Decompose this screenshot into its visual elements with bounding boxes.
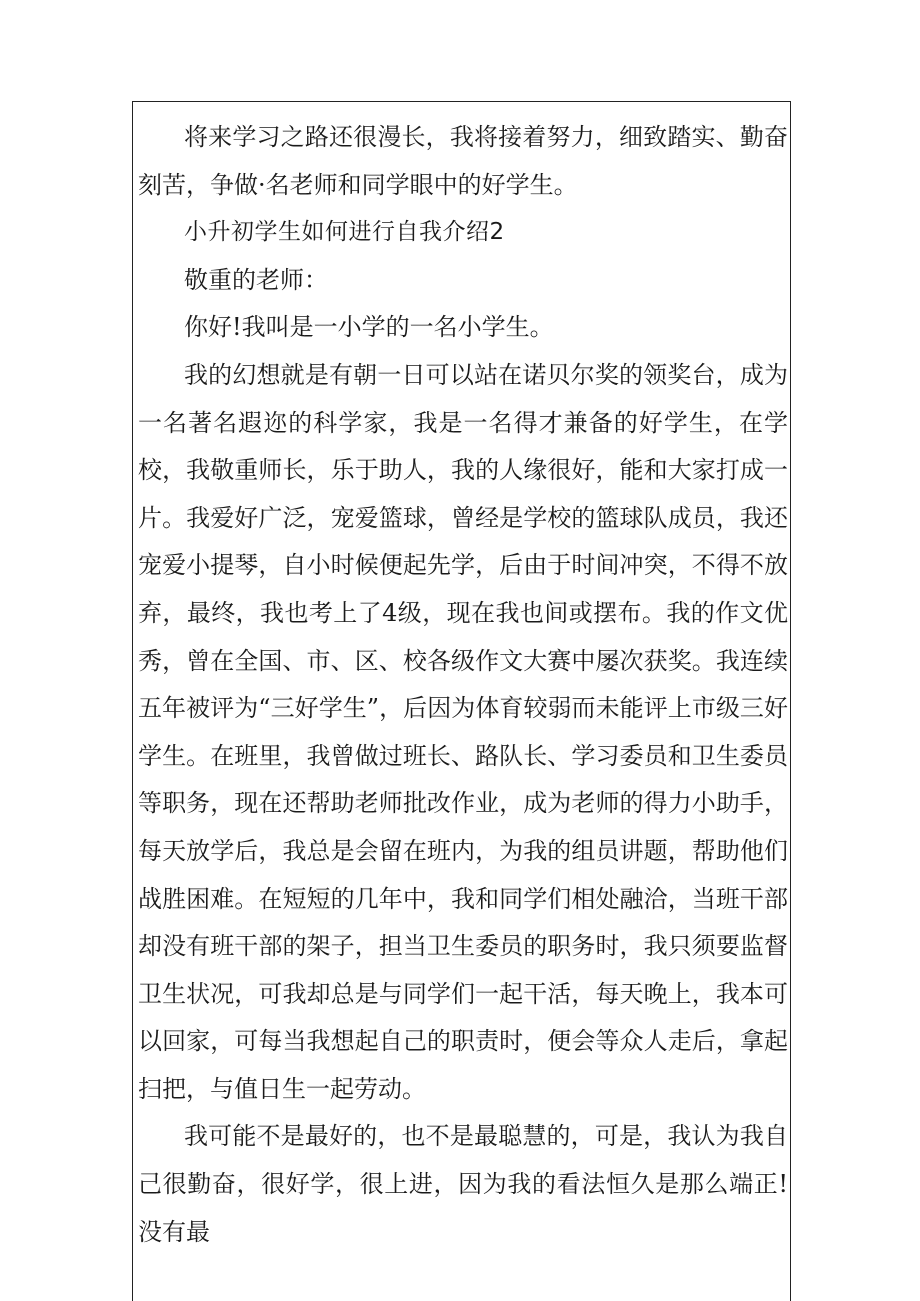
document-body <box>138 114 788 1256</box>
body-paragraph: 我的幻想就是有朝一日可以站在诺贝尔奖的领奖台，成为一名著名遐迩的科学家，我是一名得才兼备的好学生，在学校，我敬重师长，乐于助人，我的人缘很好，能和大家打成一片。我爱好广泛，宠爱篮球，曾经是学校的篮球队成员，我还宠爱小提琴，自小时候便起先学，后由于时间冲突，不得不放弃，最终，我也考上了4级，现在我也间或摆布。我的作文优秀，曾在全国、市、区、校各级作文大赛中屡次获奖。我连续五年被评为“三好学生”，后因为体育较弱而未能评上市级三好学生。在班里，我曾做过班长、路队长、学习委员和卫生委员等职务，现在还帮助老师批改作业，成为老师的得力小助手，每天放学后，我总是会留在班内，为我的组员讲题，帮助他们战胜困难。在短短的几年中，我和同学们相处融洽，当班干部却没有班干部的架子，担当卫生委员的职务时，我只须要监督卫生状况，可我却总是与同学们一起干活，每天晚上，我本可以回家，可每当我想起自己的职责时，便会等众人走后，拿起扫把，与值日生一起劳动。 <box>138 360 788 1103</box>
paragraph-closing: 将来学习之路还很漫长，我将接着努力，细致踏实、勤奋刻苦，争做·名老师和同学眼中的好学生。 <box>138 123 788 199</box>
section-title: 小升初学生如何进行自我介绍2 <box>184 219 505 246</box>
salutation: 敬重的老师： <box>184 265 328 294</box>
final-paragraph: 我可能不是最好的，也不是最聪慧的，可是，我认为我自己很勤奋，很好学，很上进，因为我的看法恒久是那么端正!没有最 <box>138 1122 788 1246</box>
greeting-paragraph: 你好!我叫是一小学的一名小学生。 <box>184 313 554 342</box>
